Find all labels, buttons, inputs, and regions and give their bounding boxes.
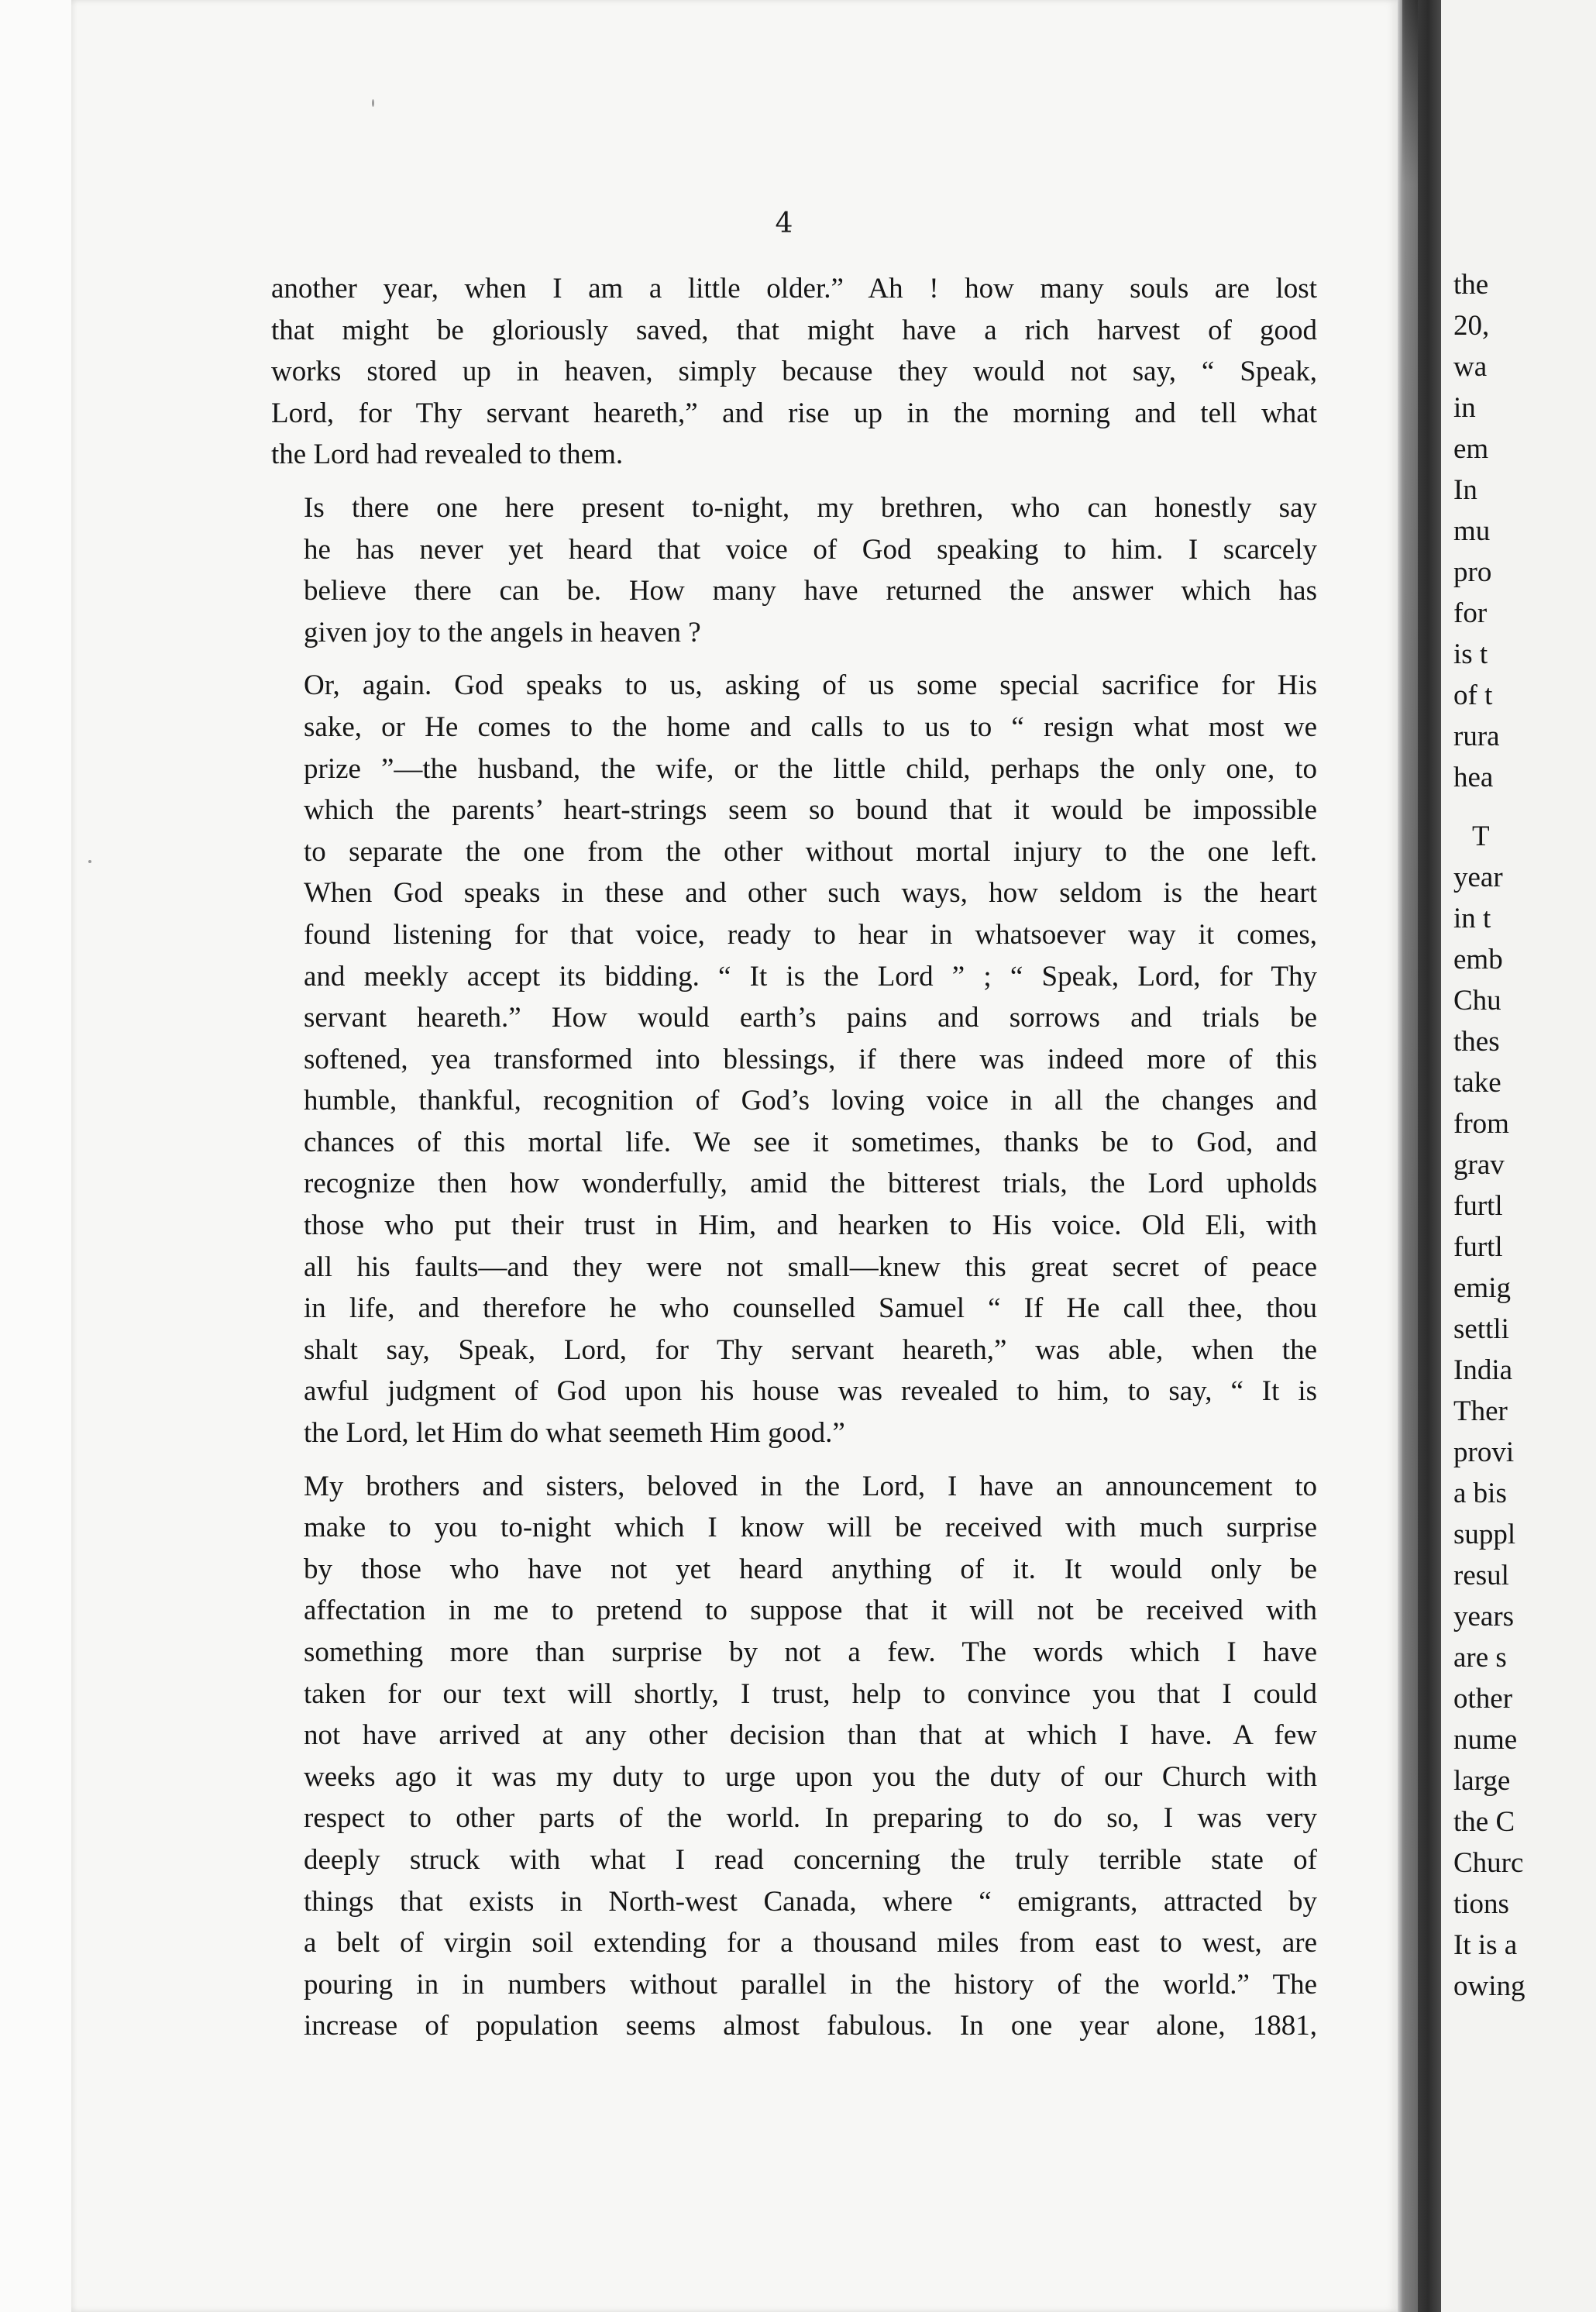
text-line: that might be gloriously saved, that might have a rich harvest of good <box>271 314 1317 346</box>
text-line: Lord, for Thy servant heareth,” and rise up in the morning and tell what <box>271 397 1317 429</box>
text-line: and meekly accept its bidding. “ It is the Lord ” ; “ Speak, Lord, for Thy <box>304 960 1317 993</box>
right-page-fragment: 20, <box>1453 310 1490 342</box>
right-page-fragment: furtl <box>1453 1231 1503 1263</box>
page-edge <box>1402 0 1418 2312</box>
text-line: pouring in in numbers without parallel in the history of the world.” The <box>304 1968 1317 2001</box>
paragraph-3 <box>271 665 1317 1454</box>
text-line: affectation in me to pretend to suppose that it will not be received with <box>304 1595 1317 1627</box>
text-line: found listening for that voice, ready to hear in whatsoever way it comes, <box>304 918 1317 951</box>
text-line: increase of population seems almost fabulous. In one year alone, 1881, <box>304 2010 1317 2042</box>
text-line: humble, thankful, recognition of God’s loving voice in all the changes and <box>304 1085 1317 1117</box>
text-line: Is there one here present to-night, my brethren, who can honestly say <box>304 491 1317 524</box>
text-line: sake, or He comes to the home and calls to us to “ resign what most we <box>304 710 1317 743</box>
right-page-fragment: tions <box>1453 1888 1509 1920</box>
right-page-fragment: grav <box>1453 1149 1505 1181</box>
paragraph-4 <box>271 1466 1317 2047</box>
right-page-fragment: large <box>1453 1765 1511 1797</box>
right-page-fragment: thes <box>1453 1026 1500 1058</box>
text-line: softened, yea transformed into blessings, if there was indeed more of this <box>304 1043 1317 1075</box>
right-page-fragment: em <box>1453 433 1489 465</box>
text-line: shalt say, Speak, Lord, for Thy servant heareth,” was able, when the <box>304 1333 1317 1366</box>
text-line: something more than surprise by not a few. The words which I have <box>304 1636 1317 1668</box>
right-page-fragment: provi <box>1453 1436 1515 1468</box>
text-line: the Lord had revealed to them. <box>271 439 624 471</box>
text-line: not have arrived at any other decision than that at which I have. A few <box>304 1719 1317 1752</box>
text-line: believe there can be. How many have returned the answer which has <box>304 575 1317 607</box>
right-page-fragment: furtl <box>1453 1190 1503 1222</box>
right-page-fragment: in t <box>1453 903 1491 934</box>
right-page-fragment: In <box>1453 474 1477 506</box>
right-page-fragment: years <box>1453 1601 1515 1633</box>
text-line: in life, and therefore he who counselled Samuel “ If He call thee, thou <box>304 1292 1317 1325</box>
right-page-fragment: rura <box>1453 721 1500 752</box>
right-page-fragment: Ther <box>1453 1395 1508 1427</box>
text-line: respect to other parts of the world. In preparing to do so, I was very <box>304 1802 1317 1835</box>
text-line: the Lord, let Him do what seemeth Him good.” <box>304 1417 845 1450</box>
right-page-fragment: suppl <box>1453 1519 1516 1550</box>
text-line: recognize then how wonderfully, amid the bitterest trials, the Lord upholds <box>304 1168 1317 1200</box>
right-page-fragment: hea <box>1453 762 1494 793</box>
paper-speck <box>88 860 91 863</box>
text-line: works stored up in heaven, simply because they would not say, “ Speak, <box>271 356 1317 388</box>
text-line: things that exists in North-west Canada, where “ emigrants, attracted by <box>304 1885 1317 1918</box>
right-page-fragment: wa <box>1453 351 1488 383</box>
paragraph-1 <box>271 268 1317 476</box>
right-page-fragment: year <box>1453 862 1503 893</box>
text-line: prize ”—the husband, the wife, or the little child, perhaps the only one, to <box>304 752 1317 785</box>
text-line: awful judgment of God upon his house was revealed to him, to say, “ It is <box>304 1375 1317 1408</box>
paragraph-2 <box>271 487 1317 653</box>
main-text <box>271 268 1317 2059</box>
text-line: a belt of virgin soil extending for a thousand miles from east to west, are <box>304 1927 1317 1959</box>
text-line: My brothers and sisters, beloved in the Lord, I have an announcement to <box>304 1470 1317 1502</box>
text-line: When God speaks in these and other such ways, how seldom is the heart <box>304 877 1317 910</box>
right-page-fragment: India <box>1453 1354 1513 1386</box>
text-line: another year, when I am a little older.” Ah ! how many souls are lost <box>271 273 1317 304</box>
right-page-fragment: resul <box>1453 1560 1509 1591</box>
text-line: make to you to-night which I know will be received with much surprise <box>304 1512 1317 1544</box>
text-line: servant heareth.” How would earth’s pains and sorrows and trials be <box>304 1002 1317 1034</box>
text-line: weeks ago it was my duty to urge upon you the duty of our Church with <box>304 1760 1317 1793</box>
right-page-fragment: are s <box>1453 1642 1507 1674</box>
right-page-fragment: owing <box>1453 1970 1525 2002</box>
right-page-fragment: a bis <box>1453 1478 1507 1509</box>
text-line: chances of this mortal life. We see it sometimes, thanks be to God, and <box>304 1126 1317 1158</box>
paper-speck <box>372 99 374 107</box>
right-page-fragment: pro <box>1453 556 1492 588</box>
right-page-fragment: nume <box>1453 1724 1518 1756</box>
right-page-fragment: the <box>1453 269 1489 301</box>
right-page-fragment: the C <box>1453 1806 1515 1838</box>
text-line: to separate the one from the other without mortal injury to the one left. <box>304 835 1317 868</box>
right-page-fragment: take <box>1453 1067 1501 1099</box>
right-page-fragment: for <box>1453 597 1488 629</box>
right-page-fragment: in <box>1453 392 1476 424</box>
text-line: deeply struck with what I read concerning the truly terrible state of <box>304 1843 1317 1876</box>
text-line: which the parents’ heart-strings seem so bound that it would be impossible <box>304 794 1317 827</box>
text-line: by those who have not yet heard anything of it. It would only be <box>304 1553 1317 1585</box>
right-page-fragment: It is a <box>1453 1929 1518 1961</box>
text-line: he has never yet heard that voice of God speaking to him. I scarcely <box>304 533 1317 566</box>
text-line: those who put their trust in Him, and hearken to His voice. Old Eli, with <box>304 1209 1317 1242</box>
page-number: 4 <box>775 208 793 239</box>
text-line: all his faults—and they were not small—knew this great secret of peace <box>304 1251 1317 1283</box>
right-page-fragment: emb <box>1453 944 1503 975</box>
right-page-fragment: is t <box>1453 638 1488 670</box>
text-line: given joy to the angels in heaven ? <box>304 616 701 649</box>
right-page-fragment: settli <box>1453 1313 1509 1345</box>
right-page-fragment: T <box>1472 821 1490 852</box>
right-page-fragment: other <box>1453 1683 1513 1715</box>
text-line: Or, again. God speaks to us, asking of us some special sacrifice for His <box>304 669 1317 702</box>
right-page-fragment: from <box>1453 1108 1509 1140</box>
text-line: taken for our text will shortly, I trust, help to convince you that I could <box>304 1677 1317 1710</box>
right-page-fragment: Chu <box>1453 985 1501 1017</box>
right-page-fragment: Churc <box>1453 1847 1524 1879</box>
right-page-fragment: mu <box>1453 515 1491 547</box>
right-page-fragment: emig <box>1453 1272 1511 1304</box>
right-page-fragment: of t <box>1453 679 1493 711</box>
